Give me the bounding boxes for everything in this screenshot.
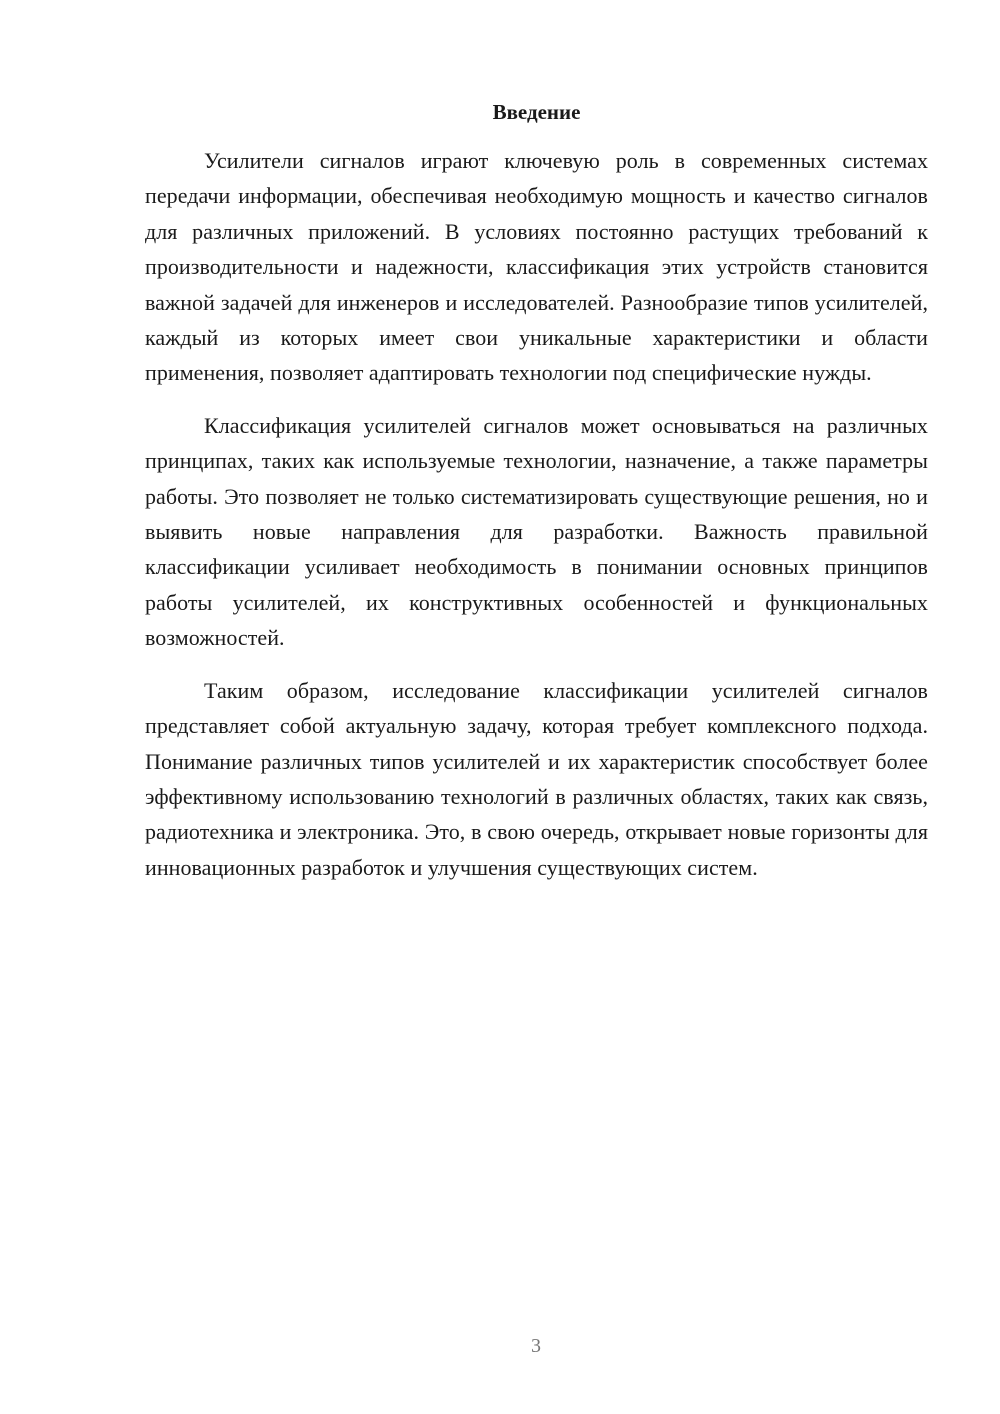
page-number: 3 [531,1335,541,1357]
section-heading: Введение [492,100,581,124]
paragraph-3: Таким образом, исследование классификации усилителей сигналов представляет собой актуальную задачу, которая требует комплексного подхода. Понимание различных типов усилителей и их характеристик способствует более эффективному использованию технологий в различных областях, таких как связь, радиотехника и электроника. Это, в свою очередь, открывает новые горизонты для инновационных разработок и улучшения существующих систем. [145,677,928,880]
paragraph-2: Классификация усилителей сигналов может основываться на различных принципах, таких как используемые технологии, назначение, а также параметры работы. Это позволяет не только систематизировать существующие решения, но и выявить новые направления для разработки. Важность правильной классификации усиливает необходимость в понимании основных принципов работы усилителей, их конструктивных особенностей и функциональных возможностей. [145,412,928,651]
body-text [145,143,928,902]
paragraph-1: Усилители сигналов играют ключевую роль в современных системах передачи информации, обеспечивая необходимую мощность и качество сигналов для различных приложений. В условиях постоянно растущих требований к производительности и надежности, классификация этих устройств становится важной задачей для инженеров и исследователей. Разнообразие типов усилителей, каждый из которых имеет свои уникальные характеристики и области применения, позволяет адаптировать технологии под специфические нужды. [145,148,928,386]
